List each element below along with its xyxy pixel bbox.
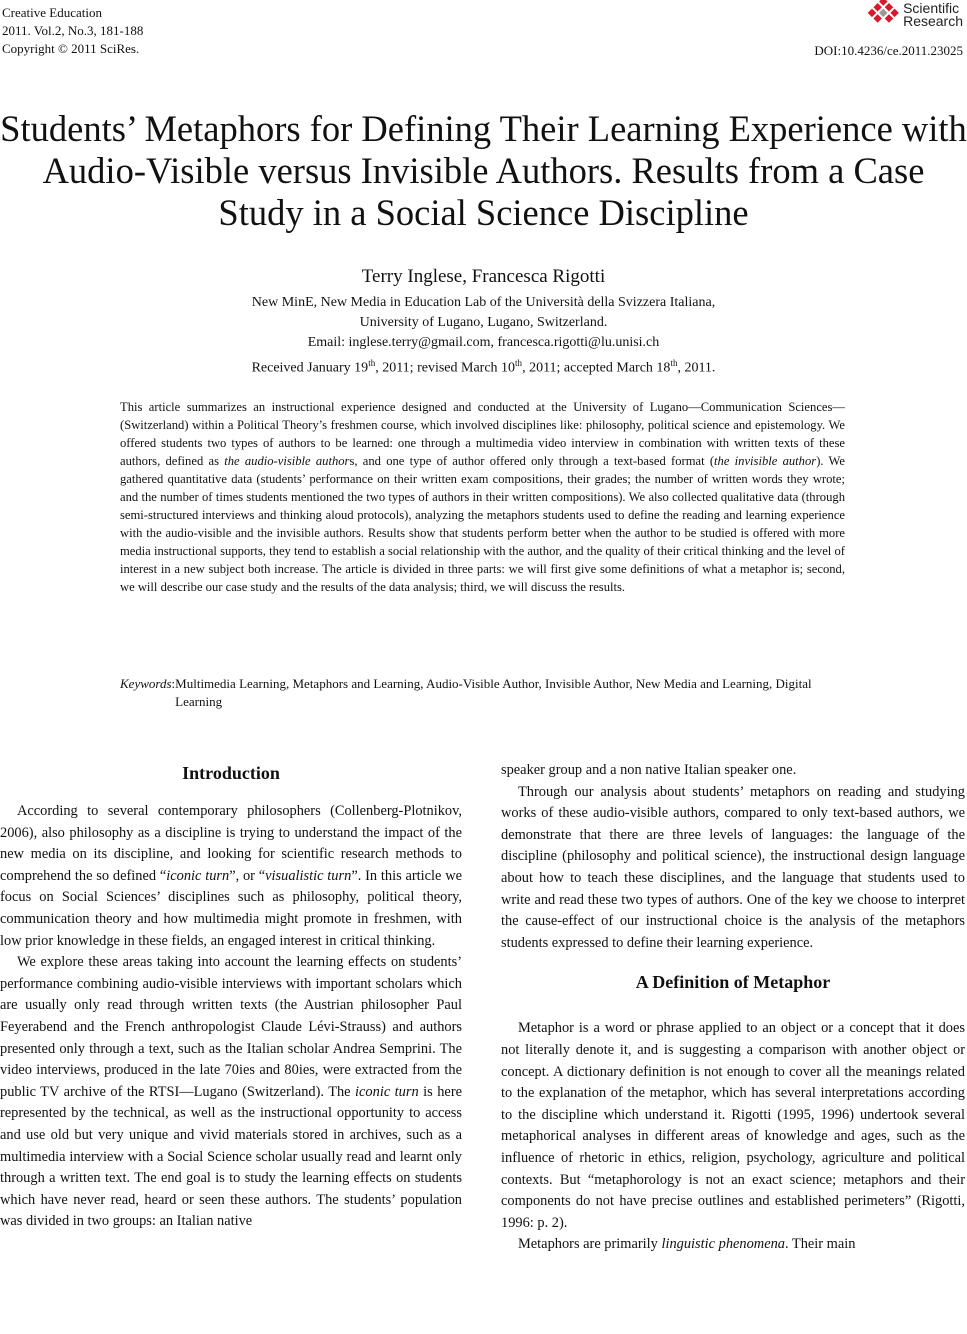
affiliation — [0, 293, 967, 379]
paper-title: Students’ Metaphors for Defining Their Learning Experience with Audio-Visible versus Invisible Authors. Results from a Case Study in a Social Science Discipline — [0, 108, 967, 233]
right-paragraph-2: Metaphor is a word or phrase applied to an object or a concept that it does not literally denote it, and is suggesting a comparison with another object or concept. A dictionary definition is not enough to cover all the meanings related to the explanation of the metaphor, which has several interpretations according to the discipline which understand it. Rigotti (1995, 1996) undertook several metaphorical analyses in different areas of knowledge and ages, such as the influence of rhetoric in ethics, religion, psychology, agriculture and political contexts. But “metaphorology is not an exact science; metaphors and their components do not have precise outlines and established perimeters” (Rigotti, 1996: p. 2). — [501, 1020, 965, 1231]
abstract — [120, 398, 845, 596]
logo-line1: Scientific — [903, 0, 960, 16]
affiliation-line2: University of Lugano, Lugano, Switzerland. — [359, 315, 608, 330]
journal-header — [2, 4, 143, 58]
doi: DOI:10.4236/ce.2011.23025 — [814, 43, 963, 58]
keywords: Keywords: Multimedia Learning, Metaphors and Learning, Audio-Visible Author, Invisible Author, New Media and Learning, Digital Learning — [120, 675, 845, 711]
intro-paragraph-1: According to several contemporary philosophers (Collenberg-Plotnikov, 2006), also philosophy as a discipline is trying to understand the impact of the new media on its discipline, and looking for scientific research methods to comprehend the so defined “iconic turn”, or “visualistic turn”. In this article we focus on Social Sciences’ disciplines such as philosophy, political theory, communication theory and how multimedia might promote in freshmen, with low prior knowledge in these fields, an engaged interest in critical thinking. — [0, 803, 462, 949]
right-paragraph-1: Through our analysis about students’ metaphors on reading and studying works of these audio-visible authors, compared to only text-based authors, we demonstrate that there are three levels of languages: the language of the discipline (philosophy and political science), the instructional design language about how to teach these disciplines, and the language that students used to write and read these two types of authors. One of the key we choose to interpret the cause-effect of our instructional choice is the analysis of the metaphors students expressed to define their learning experience. — [501, 783, 965, 951]
right-paragraph-3: Metaphors are primarily linguistic phenomena. Their main — [518, 1236, 856, 1253]
logo-text — [903, 2, 963, 28]
intro-paragraph-2: We explore these areas taking into account the learning effects on students’ performance combining audio-visible interviews with important scholars which are usually only read through written texts (the Austrian philosopher Paul Feyerabend and the French anthropologist Claude Lévi-Strauss) and authors presented only through a text, such as the Italian scholar Andrea Semprini. The video interviews, produced in the late 70ies and 80ies, were extracted from the public TV archive of the RTSI—Lugano (Switzerland). The iconic turn is here represented by the technical, as well as the instructional opportunity to access and use old but very unique and vivid materials stored in archives, such as a multimedia interview with a Social Science scholar usually read and learnt only through a written text. The end goal is to study the learning effects on students which have never read, heard or seen these authors. The students’ population was divided in two groups: an Italian native — [0, 954, 462, 1230]
authors: Terry Inglese, Francesca Rigotti — [361, 266, 606, 287]
logo-line2: Research — [903, 13, 963, 29]
continued-text: speaker group and a non native Italian speaker one. — [501, 762, 797, 778]
scirp-logo-icon — [867, 0, 901, 30]
right-column — [501, 760, 965, 1256]
keywords-label: Keywords — [120, 676, 172, 691]
keywords-text: Multimedia Learning, Metaphors and Learning, Audio-Visible Author, Invisible Author, New Media and Learning, Digital Learning — [175, 676, 812, 709]
received-dates: Received January 19th, 2011; revised March 10th, 2011; accepted March 18th, 2011. — [251, 358, 716, 376]
copyright: Copyright © 2011 SciRes. — [2, 41, 140, 56]
affiliation-line1: New MinE, New Media in Education Lab of the Università della Svizzera Italiana, — [251, 295, 716, 310]
left-column — [0, 760, 462, 1233]
journal-volume: 2011. Vol.2, No.3, 181-188 — [2, 23, 144, 38]
section-heading-metaphor: A Definition of Metaphor — [635, 972, 831, 993]
abstract-text: This article summarizes an instructional experience designed and conducted at the University of Lugano—Communication Sciences—(Switzerland) within a Political Theory’s freshmen course, which involved disciplines like: philosophy, political science and epistemology. We offered students two types of authors to be learned: one through a multimedia video interview in combination with written texts of these authors, defined as the audio-visible authors, and one type of author offered only through a text-based format (the invisible author). We gathered quantitative data (students’ performance on their written exam compositions, their grades; the number of written words they wrote; and the number of times students mentioned the two types of authors in their written compositions). We also collected qualitative data (through semi-structured interviews and thinking aloud protocols), analyzing the metaphors students used to define the reading and learning experience with the audio-visible and the invisible authors. Results show that students perform better when the author to be studied is offered with more media instructional supports, they tend to establish a social relationship with the author, and the quality of their critical thinking and the level of interest in a new subject both increase. The article is divided in three parts: we will first give some definitions of what a metaphor is; second, we will describe our case study and the results of the data analysis; third, we will discuss the results. — [120, 400, 846, 594]
section-heading-introduction: Introduction — [182, 763, 280, 783]
email-line: Email: inglese.terry@gmail.com, francesca.rigotti@lu.unisi.ch — [307, 335, 660, 350]
journal-name: Creative Education — [2, 5, 102, 20]
publisher-logo — [867, 0, 963, 30]
